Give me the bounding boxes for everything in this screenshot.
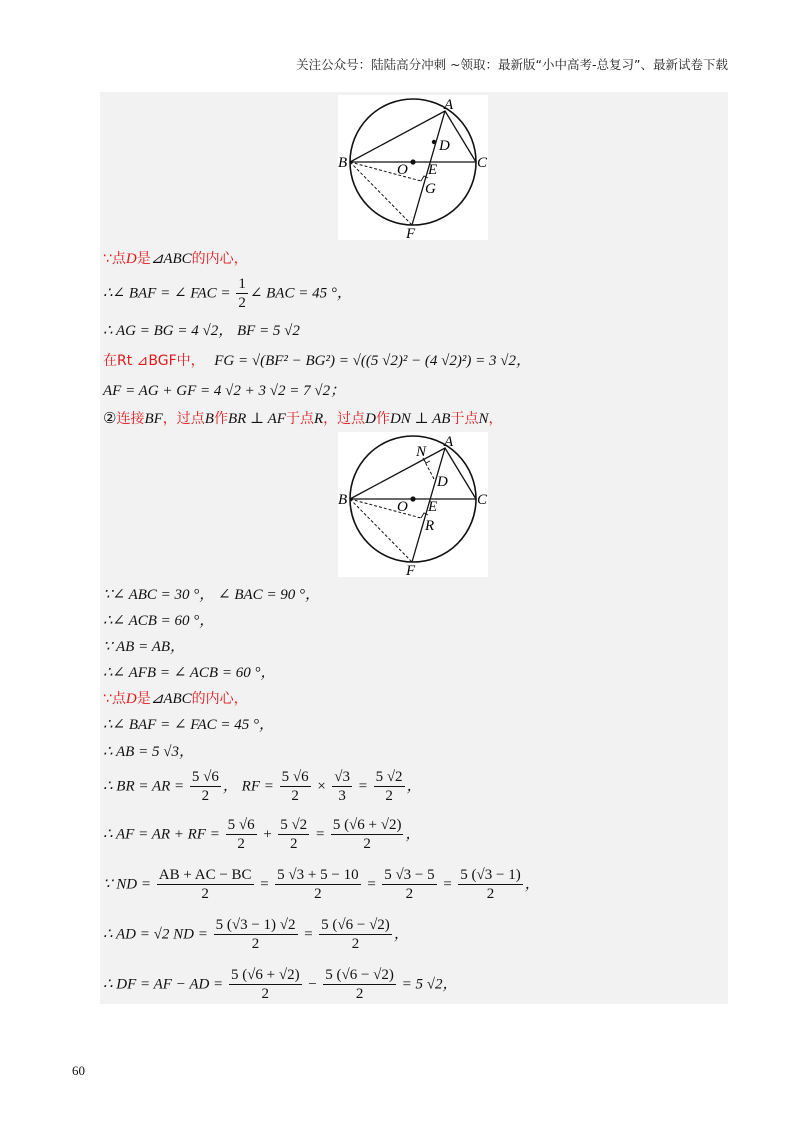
- fig2-label-n: N: [416, 444, 427, 460]
- fig2-label-f: F: [406, 563, 416, 577]
- fig1-label-o: O: [397, 162, 408, 178]
- fig2-label-e: E: [428, 499, 438, 515]
- line-15: ∴ AF = AR + RF = $\frac{5 √6}{2}$ + $\frac{5 √2}{2}$ = $\frac{5 (√6 + √2)}{2}$ ，: [103, 817, 421, 852]
- fig1-label-b: B: [338, 155, 348, 171]
- fig2-label-c: C: [477, 492, 488, 508]
- circle-figure-2: [338, 432, 488, 577]
- fig2-label-r: R: [425, 518, 435, 534]
- fig1-label-a: A: [444, 97, 454, 113]
- fig2-label-b: B: [338, 492, 348, 508]
- line-17: ∴ AD = √2 ND = $\frac{5 (√3 - 1) √2}{2}$ = $\frac{5 (√6 - √2)}{2}$ ，: [103, 917, 409, 952]
- page-number: 60: [72, 1063, 85, 1078]
- line-4: 在Rt ⊿BGF中， FG = √(BF² − BG²) = √((5 √2)² − (4 √2)²) = 3 √2，: [103, 353, 532, 369]
- fig1-label-e: E: [428, 162, 438, 178]
- line-8: ∴∠ ACB = 60 °，: [103, 613, 215, 629]
- line-5: AF = AG + GF = 4 √2 + 3 √2 = 7 √2；: [103, 383, 346, 399]
- line-6: ②连接BF，过点B作BR ⊥ AF于点R，过点D作DN ⊥ AB于点N，: [103, 411, 503, 427]
- fig2-label-o: O: [397, 499, 408, 515]
- line-1: ∵点D是⊿ABC的内心，: [103, 251, 248, 267]
- line-16: ∵ ND = $\frac{AB + AC - BC}{2}$ = $\frac{5 √3 + 5 - 10}{2}$ = $\frac{5 √3 - 5}{2}$ = $\frac{5 (√3 - 1)}{2}$ ，: [103, 867, 540, 902]
- line-2: ∴∠ BAF = ∠ FAC = $\frac{1}{2}$ ∠ BAC = 45 °，: [103, 276, 352, 311]
- fig1-label-f: F: [406, 226, 416, 240]
- line-7: ∵∠ ABC = 30 °， ∠ BAC = 90 °，: [103, 587, 321, 603]
- fig1-label-c: C: [477, 155, 488, 171]
- line-18: ∴ DF = AF − AD = $\frac{5 (√6 + √2)}{2}$ − $\frac{5 (√6 - √2)}{2}$ = 5 √2，: [103, 967, 458, 1002]
- fig2-label-a: A: [444, 434, 454, 450]
- line-9: ∵ AB = AB，: [103, 639, 186, 655]
- circle-diagram-1: [338, 95, 488, 240]
- page-header: 关注公众号：陆陆高分冲刺 ~领取：最新版“小中高考-总复习”、最新试卷下载: [296, 57, 728, 72]
- circle-figure-1: [338, 95, 488, 240]
- line-13: ∴ AB = 5 √3，: [103, 744, 194, 760]
- line-11: ∵点D是⊿ABC的内心，: [103, 691, 248, 707]
- line-10: ∴∠ AFB = ∠ ACB = 60 °，: [103, 665, 276, 681]
- fig2-label-d: D: [437, 474, 448, 490]
- fig1-label-g: G: [425, 181, 436, 197]
- line-12: ∴∠ BAF = ∠ FAC = 45 °，: [103, 717, 275, 733]
- circle-diagram-2: [338, 432, 488, 577]
- line-3: ∴ AG = BG = 4 √2， BF = 5 √2: [103, 323, 300, 339]
- fig1-label-d: D: [439, 138, 450, 154]
- line-14: ∴ BR = AR = $\frac{5 √6}{2}$ ， RF = $\frac{5 √6}{2}$ × $\frac{√3}{3}$ = $\frac{5 √2}{2}$ ，: [103, 769, 422, 804]
